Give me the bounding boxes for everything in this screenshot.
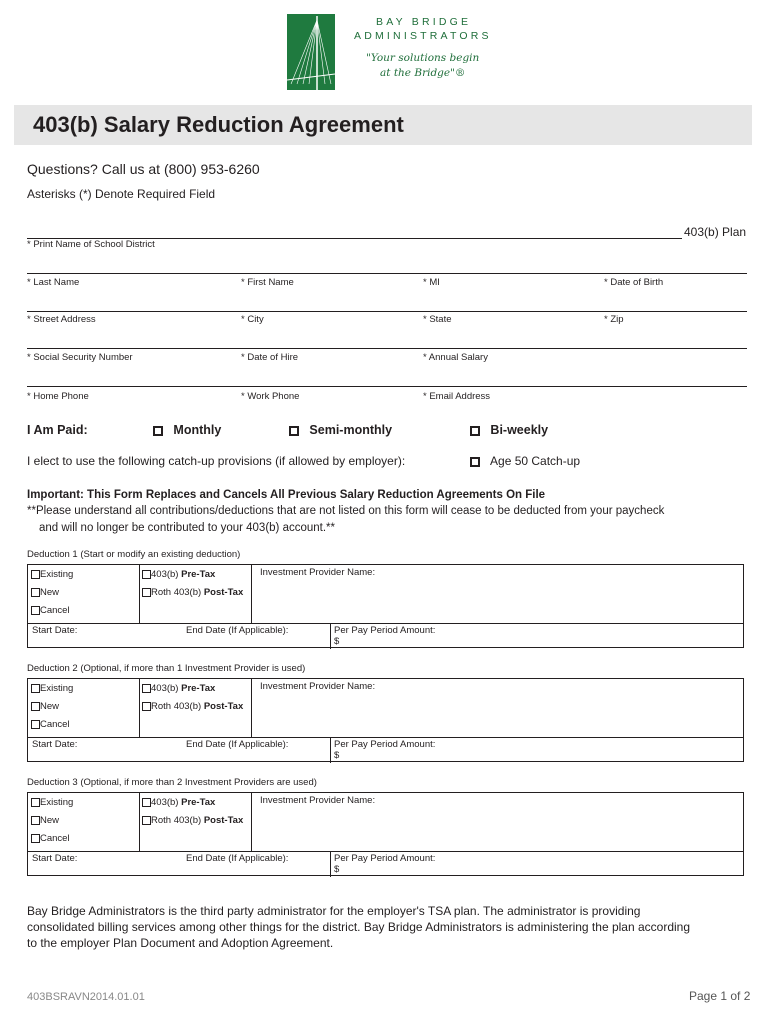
last-name-label: * Last Name (27, 277, 80, 288)
roth-checkbox[interactable] (142, 702, 151, 711)
dob-label: * Date of Birth (604, 277, 664, 288)
cancel-label: Cancel (40, 833, 70, 844)
divider (28, 623, 743, 624)
employment-row-line[interactable] (27, 348, 747, 349)
state-label: * State (423, 314, 452, 325)
pretax-option[interactable] (142, 797, 215, 808)
roth-option[interactable] (142, 587, 243, 598)
divider (251, 793, 252, 851)
roth-label: Roth 403(b) (151, 701, 204, 712)
divider (330, 737, 331, 763)
existing-label: Existing (40, 569, 74, 580)
brand-name-line2: ADMINISTRATORS (354, 30, 492, 42)
roth-bold: Post-Tax (203, 701, 244, 712)
page-title: 403(b) Salary Reduction Agreement (33, 112, 404, 137)
end-date-label: End Date (If Applicable): (186, 853, 289, 864)
paid-semi-monthly-option[interactable] (289, 423, 392, 437)
provider-label: Investment Provider Name: (260, 795, 376, 806)
per-pay-label: Per Pay Period Amount: (334, 625, 436, 636)
new-label: New (40, 701, 60, 712)
deduction-note: (Optional, if more than 2 Investment Providers are used) (77, 777, 317, 788)
paid-bi-weekly-option[interactable] (470, 423, 548, 437)
footer-line1: Bay Bridge Administrators is the third party administrator for the employer's TSA plan. The administrator is providing (27, 904, 641, 918)
deduction-heading (27, 549, 240, 560)
deduction-title: Deduction 3 (27, 777, 78, 788)
age50-checkbox[interactable] (470, 457, 480, 467)
new-checkbox[interactable] (31, 816, 40, 825)
pretax-checkbox[interactable] (142, 570, 151, 579)
cancel-checkbox[interactable] (31, 720, 40, 729)
deduction-title: Deduction 1 (27, 549, 78, 560)
cancel-checkbox[interactable] (31, 834, 40, 843)
existing-option[interactable] (31, 797, 73, 808)
paid-monthly-option[interactable] (153, 423, 221, 437)
existing-checkbox[interactable] (31, 684, 40, 693)
cancel-option[interactable] (31, 833, 70, 844)
hire-date-label: * Date of Hire (241, 352, 299, 363)
pretax-bold: Pre-Tax (181, 569, 216, 580)
pretax-checkbox[interactable] (142, 684, 151, 693)
roth-option[interactable] (142, 815, 243, 826)
questions-phone: Questions? Call us at (800) 953-6260 (27, 161, 260, 177)
pretax-label: 403(b) (151, 797, 182, 808)
pretax-bold: Pre-Tax (181, 797, 216, 808)
street-label: * Street Address (27, 314, 96, 325)
footer-line2: consolidated billing services among other things for the district. Bay Bridge Administrators is administering the plan according (27, 920, 690, 934)
provider-label: Investment Provider Name: (260, 681, 376, 692)
start-date-label: Start Date: (32, 853, 78, 864)
deduction-table (27, 792, 744, 876)
deduction-note: (Start or modify an existing deduction) (77, 549, 241, 560)
logo-mark (287, 14, 335, 90)
roth-checkbox[interactable] (142, 816, 151, 825)
mi-label: * MI (423, 277, 440, 288)
semi-monthly-checkbox[interactable] (289, 426, 299, 436)
pretax-label: 403(b) (151, 569, 182, 580)
divider (139, 565, 140, 623)
deduction-note: (Optional, if more than 1 Investment Provider is used) (77, 663, 306, 674)
pretax-option[interactable] (142, 569, 215, 580)
roth-label: Roth 403(b) (151, 587, 204, 598)
roth-bold: Post-Tax (203, 815, 244, 826)
important-heading: Important: This Form Replaces and Cancels All Previous Salary Reduction Agreements On File (27, 489, 546, 501)
per-pay-label: Per Pay Period Amount: (334, 739, 436, 750)
deduction-table (27, 564, 744, 648)
age50-label: Age 50 Catch-up (490, 454, 581, 468)
catchup-label: I elect to use the following catch-up provisions (if allowed by employer): (27, 454, 406, 468)
footer-line3: to the employer Plan Document and Adoption Agreement. (27, 936, 334, 950)
address-row-line[interactable] (27, 311, 747, 312)
existing-label: Existing (40, 797, 74, 808)
cancel-checkbox[interactable] (31, 606, 40, 615)
school-district-label: * Print Name of School District (27, 239, 155, 250)
divider (251, 679, 252, 737)
required-note: Asterisks (*) Denote Required Field (27, 187, 216, 201)
cancel-label: Cancel (40, 605, 70, 616)
dollar-sign: $ (334, 864, 340, 875)
home-phone-label: * Home Phone (27, 391, 89, 402)
divider (139, 679, 140, 737)
pretax-checkbox[interactable] (142, 798, 151, 807)
contact-row-line[interactable] (27, 386, 747, 387)
work-phone-label: * Work Phone (241, 391, 300, 402)
bi-weekly-label: Bi-weekly (490, 423, 549, 437)
pretax-bold: Pre-Tax (181, 683, 216, 694)
deduction-heading (27, 777, 317, 788)
tagline-line1: "Your solutions begin (366, 52, 480, 64)
dollar-sign: $ (334, 636, 340, 647)
divider (28, 851, 743, 852)
existing-option[interactable] (31, 683, 73, 694)
cancel-label: Cancel (40, 719, 70, 730)
plan-suffix: 403(b) Plan (684, 225, 747, 239)
page-number: Page 1 of 2 (689, 989, 751, 1003)
age50-option[interactable] (470, 454, 580, 468)
divider (330, 623, 331, 649)
brand-name-line1: BAY BRIDGE (376, 16, 472, 28)
deduction-table (27, 678, 744, 762)
provider-label: Investment Provider Name: (260, 567, 376, 578)
roth-checkbox[interactable] (142, 588, 151, 597)
pretax-label: 403(b) (151, 683, 182, 694)
start-date-label: Start Date: (32, 739, 78, 750)
roth-label: Roth 403(b) (151, 815, 204, 826)
divider (251, 565, 252, 623)
new-checkbox[interactable] (31, 588, 40, 597)
salary-label: * Annual Salary (423, 352, 488, 363)
divider (28, 737, 743, 738)
monthly-checkbox[interactable] (153, 426, 163, 436)
new-label: New (40, 815, 60, 826)
monthly-label: Monthly (173, 423, 222, 437)
name-row-line[interactable] (27, 273, 747, 274)
form-code: 403BSRAVN2014.01.01 (27, 991, 145, 1003)
pretax-option[interactable] (142, 683, 215, 694)
tagline-line2: at the Bridge"® (380, 67, 466, 79)
per-pay-label: Per Pay Period Amount: (334, 853, 436, 864)
end-date-label: End Date (If Applicable): (186, 739, 289, 750)
semi-monthly-label: Semi-monthly (309, 423, 393, 437)
roth-option[interactable] (142, 701, 243, 712)
new-checkbox[interactable] (31, 702, 40, 711)
start-date-label: Start Date: (32, 625, 78, 636)
zip-label: * Zip (604, 314, 624, 325)
cancel-option[interactable] (31, 719, 70, 730)
new-option[interactable] (31, 587, 59, 598)
divider (330, 851, 331, 877)
existing-checkbox[interactable] (31, 798, 40, 807)
email-label: * Email Address (423, 391, 491, 402)
existing-label: Existing (40, 683, 74, 694)
ssn-label: * Social Security Number (27, 352, 133, 363)
new-label: New (40, 587, 60, 598)
new-option[interactable] (31, 701, 59, 712)
first-name-label: * First Name (241, 277, 294, 288)
existing-option[interactable] (31, 569, 73, 580)
city-label: * City (241, 314, 264, 325)
paid-label: I Am Paid: (27, 423, 88, 437)
deduction-title: Deduction 2 (27, 663, 78, 674)
end-date-label: End Date (If Applicable): (186, 625, 289, 636)
bi-weekly-checkbox[interactable] (470, 426, 480, 436)
deduction-heading (27, 663, 305, 674)
important-line3: and will no longer be contributed to your 403(b) account.** (39, 522, 335, 534)
new-option[interactable] (31, 815, 59, 826)
cancel-option[interactable] (31, 605, 70, 616)
dollar-sign: $ (334, 750, 340, 761)
divider (139, 793, 140, 851)
important-line2: **Please understand all contributions/deductions that are not listed on this form will cease to be deducted from your paycheck (27, 505, 665, 517)
roth-bold: Post-Tax (203, 587, 244, 598)
existing-checkbox[interactable] (31, 570, 40, 579)
